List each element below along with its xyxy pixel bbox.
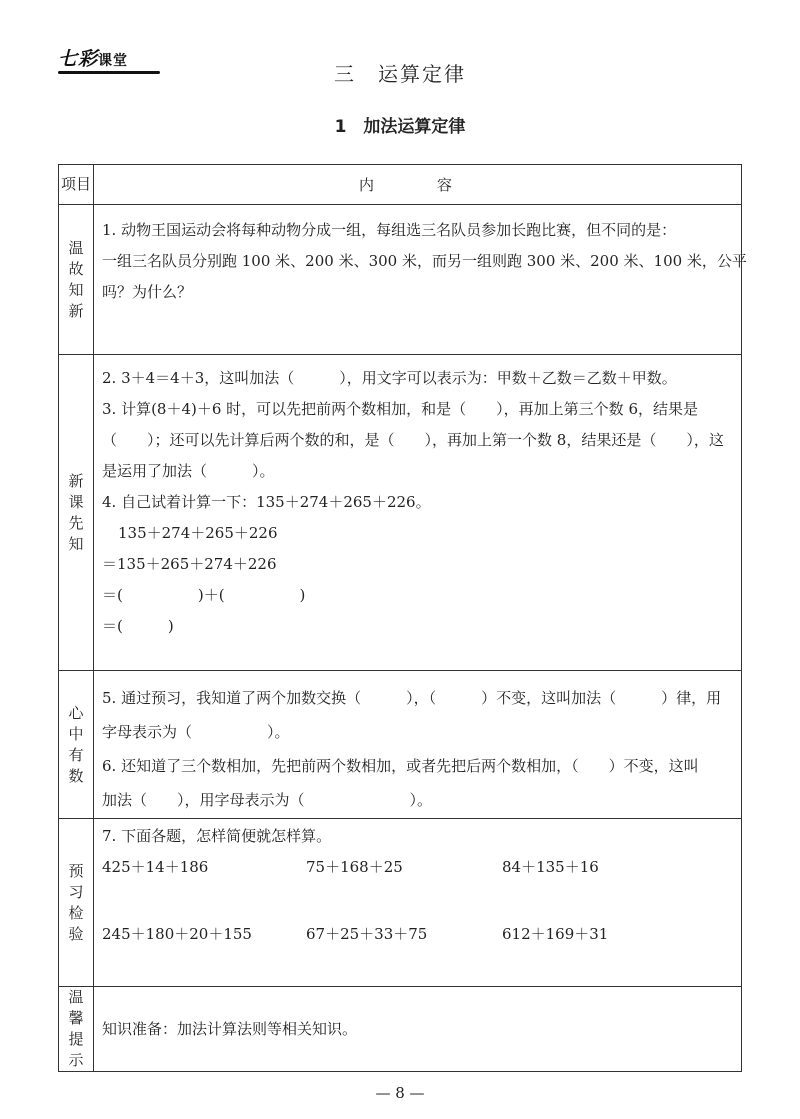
brand-logo: 七彩课堂 xyxy=(58,48,129,70)
question-line: 3. 计算(8＋4)＋6 时，可以先把前两个数相加，和是（ ），再加上第三个数 6，结果是 xyxy=(102,400,698,418)
section-content-understanding xyxy=(94,671,742,819)
section-label-tips: 温馨提示 xyxy=(59,987,94,1072)
section-label-new-lesson: 新课先知 xyxy=(59,355,94,671)
question-line: 吗？为什么？ xyxy=(102,283,193,301)
section-content-tips xyxy=(94,987,742,1072)
section-label-review: 温故知新 xyxy=(59,205,94,355)
question-line: 是运用了加法（ ）。 xyxy=(102,462,275,480)
section-label-understanding: 心中有数 xyxy=(59,671,94,819)
section-content-preview-check xyxy=(94,819,742,987)
exercise-row xyxy=(102,919,733,950)
section-label-preview-check: 预习检验 xyxy=(59,819,94,987)
question-line: 一组三名队员分别跑 100 米、200 米、300 米，而另一组则跑 300 米、200 米、100 米，公平 xyxy=(102,252,747,270)
chapter-title: 三 运算定律 xyxy=(334,62,466,86)
question-line: 7. 下面各题，怎样简便就怎样算。 xyxy=(102,827,332,845)
question-line: （ ）；还可以先计算后两个数的和，是（ ），再加上第一个数 8，结果还是（ ），这 xyxy=(102,431,724,449)
worksheet-table xyxy=(58,164,747,1072)
header-content-cell: 内 容 xyxy=(94,165,742,205)
calc-step: ＝( )＋( ) xyxy=(102,586,306,604)
section-content-review xyxy=(94,205,747,355)
section-title: 1 加法运算定律 xyxy=(334,117,466,137)
exercise-item: 425＋14＋186 xyxy=(102,858,209,876)
question-line: 4. 自己试着计算一下：135＋274＋265＋226。 xyxy=(102,493,431,511)
exercise-row xyxy=(102,852,733,883)
question-line: 2. 3＋4＝4＋3，这叫加法（ ），用文字可以表示为：甲数＋乙数＝乙数＋甲数。 xyxy=(102,369,677,387)
question-line: 5. 通过预习，我知道了两个加数交换（ ），（ ）不变，这叫加法（ ）律，用 xyxy=(102,689,722,707)
tip-text: 知识准备：加法计算法则等相关知识。 xyxy=(102,1019,358,1038)
page-number: — 8 — xyxy=(375,1084,425,1102)
exercise-item: 84＋135＋16 xyxy=(502,858,599,876)
calc-step: ＝135＋265＋274＋226 xyxy=(102,555,277,573)
exercise-item: 75＋168＋25 xyxy=(306,858,403,876)
calc-step: ＝( ) xyxy=(102,617,174,635)
section-content-new-lesson xyxy=(94,355,742,671)
exercise-item: 612＋169＋31 xyxy=(502,925,609,943)
question-line: 1. 动物王国运动会将每种动物分成一组，每组选三名队员参加长跑比赛，但不同的是： xyxy=(102,221,677,239)
exercise-item: 245＋180＋20＋155 xyxy=(102,925,252,943)
question-line: 字母表示为（ ）。 xyxy=(102,723,290,741)
header-label-cell: 项目 xyxy=(59,165,94,205)
question-line: 加法（ ），用字母表示为（ ）。 xyxy=(102,791,433,809)
calc-step: 135＋274＋265＋226 xyxy=(118,524,278,542)
exercise-item: 67＋25＋33＋75 xyxy=(306,925,428,943)
question-line: 6. 还知道了三个数相加，先把前两个数相加，或者先把后两个数相加，（ ）不变，这叫 xyxy=(102,757,699,775)
